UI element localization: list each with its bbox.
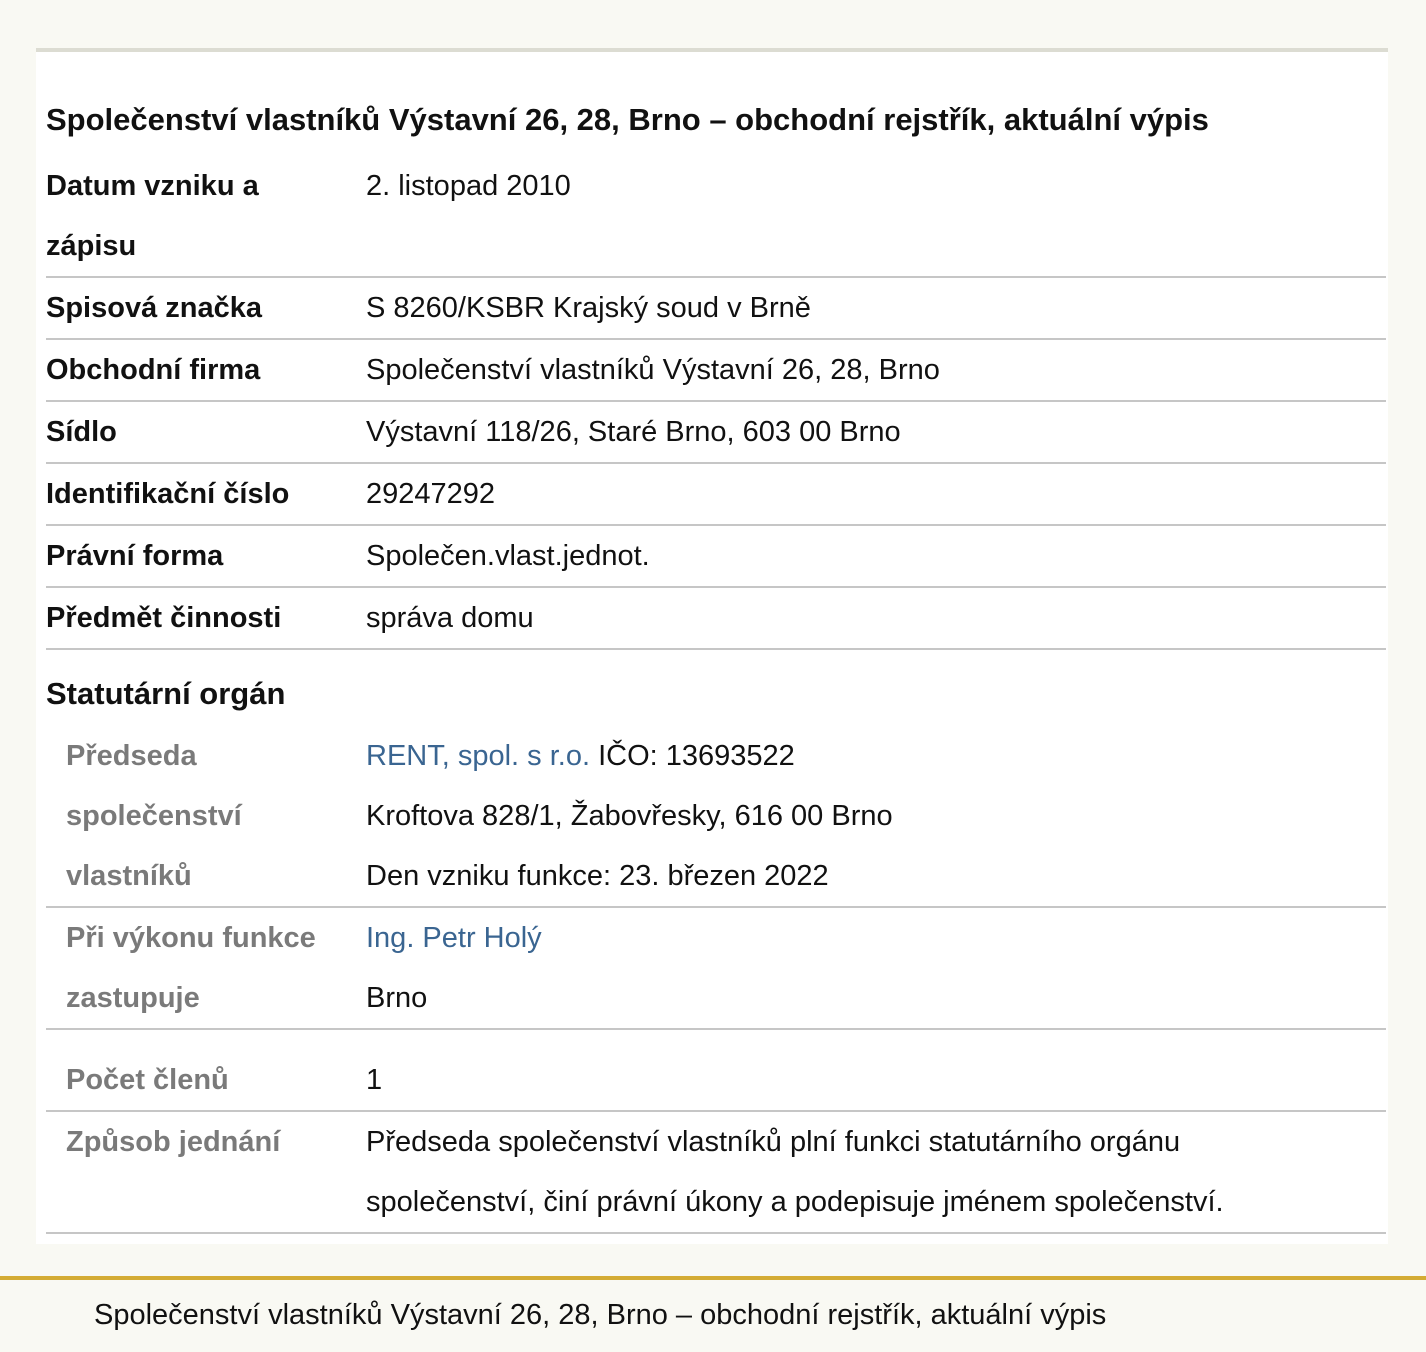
- row-label: Obchodní firma: [46, 354, 261, 386]
- person-city: Brno: [366, 982, 428, 1014]
- chairman-address: Kroftova 828/1, Žabovřesky, 616 00 Brno: [366, 800, 893, 832]
- row-member-count: [46, 1050, 1386, 1112]
- row-label: Datum vzniku a zápisu: [46, 170, 259, 262]
- row-value: správa domu: [366, 602, 534, 634]
- row-value: 2. listopad 2010: [366, 170, 571, 202]
- footer: [0, 1276, 1426, 1352]
- row-value: S 8260/KSBR Krajský soud v Brně: [366, 292, 811, 324]
- company-link[interactable]: RENT, spol. s r.o.: [366, 740, 591, 772]
- chairman-since: Den vzniku funkce: 23. březen 2022: [366, 860, 829, 892]
- person-link[interactable]: Ing. Petr Holý: [366, 922, 542, 954]
- row-label: Při výkonu funkce zastupuje: [66, 922, 316, 1014]
- row-date-of-origin: [46, 156, 1386, 278]
- section-heading-statutory: Statutární orgán: [46, 676, 286, 711]
- chairman-name-line: [366, 726, 1366, 786]
- row-value: [366, 908, 1366, 1028]
- row-label: Počet členů: [66, 1064, 229, 1096]
- row-value: Výstavní 118/26, Staré Brno, 603 00 Brno: [366, 416, 901, 448]
- row-label: Spisová značka: [46, 292, 262, 324]
- row-value: [366, 726, 1366, 906]
- row-id-number: [46, 464, 1386, 526]
- register-card: [36, 48, 1388, 1244]
- row-chairman: [46, 726, 1386, 908]
- ico-text: IČO: 13693522: [590, 740, 795, 772]
- row-business-activity: [46, 588, 1386, 650]
- row-value: 1: [366, 1064, 383, 1096]
- row-label: Sídlo: [46, 416, 117, 448]
- row-value: Společen.vlast.jednot.: [366, 540, 650, 572]
- page-title: Společenství vlastníků Výstavní 26, 28, Brno – obchodní rejstřík, aktuální výpis: [46, 102, 1209, 137]
- row-label: Právní forma: [46, 540, 224, 572]
- row-seat: [46, 402, 1386, 464]
- row-file-number: [46, 278, 1386, 340]
- row-value: Společenství vlastníků Výstavní 26, 28, Brno: [366, 354, 940, 386]
- row-value: Předseda společenství vlastníků plní funkci statutárního orgánu společenství, činí právní úkony a podepisuje jménem společenství.: [366, 1126, 1224, 1218]
- row-value: 29247292: [366, 478, 496, 510]
- row-legal-form: [46, 526, 1386, 588]
- footer-text: Společenství vlastníků Výstavní 26, 28, Brno – obchodní rejstřík, aktuální výpis: [94, 1299, 1107, 1331]
- row-label: Předseda společenství vlastníků: [66, 740, 242, 892]
- row-label: Předmět činnosti: [46, 602, 282, 634]
- row-label: Identifikační číslo: [46, 478, 290, 510]
- row-label: Způsob jednání: [66, 1126, 281, 1158]
- row-represented-by: [46, 908, 1386, 1030]
- row-business-name: [46, 340, 1386, 402]
- row-manner-of-acting: [46, 1112, 1386, 1234]
